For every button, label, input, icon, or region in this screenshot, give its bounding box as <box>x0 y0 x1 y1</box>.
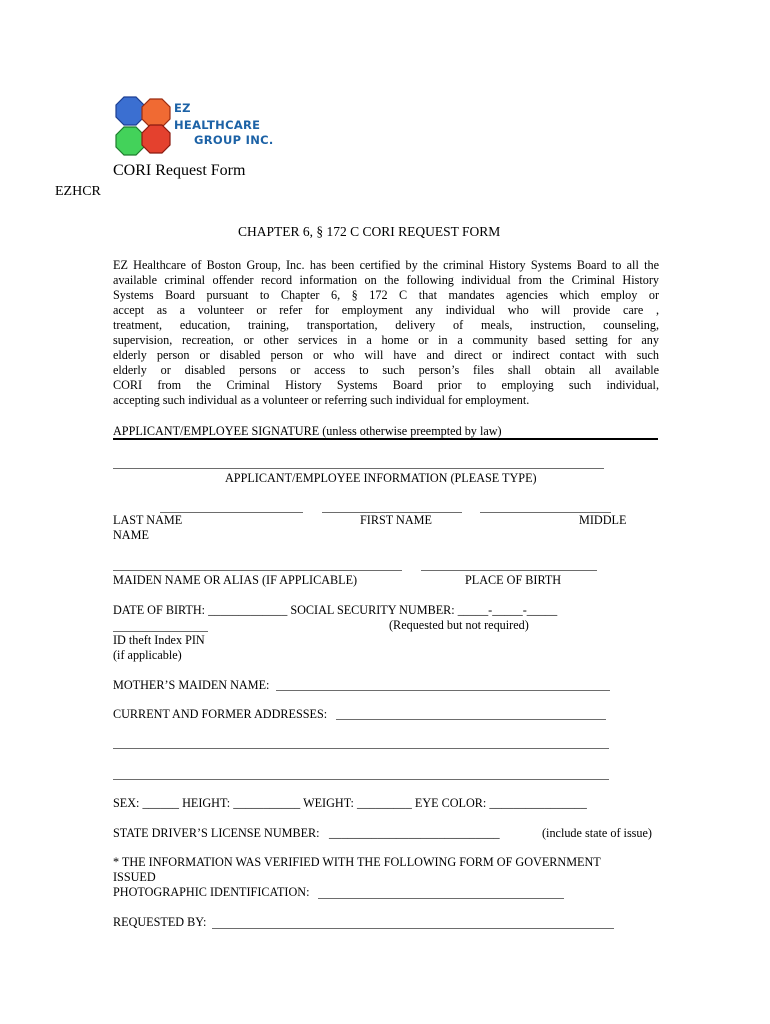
paragraph-line: accept as a volunteer or refer for employment any individual who will provide care , <box>113 303 659 317</box>
certification-paragraph <box>113 258 659 408</box>
id-pin-label: ID theft Index PIN <box>113 633 205 647</box>
signature-line[interactable] <box>113 438 658 440</box>
id-pin-note: (if applicable) <box>113 648 182 662</box>
requested-by-label: REQUESTED BY: <box>113 915 207 929</box>
dob-ssn-line[interactable]: DATE OF BIRTH: _____________ SOCIAL SECURITY NUMBER: _____-_____-_____ <box>113 603 558 617</box>
info-divider <box>113 468 604 469</box>
drivers-license-note: (include state of issue) <box>542 826 652 840</box>
info-heading: APPLICANT/EMPLOYEE INFORMATION (PLEASE TYPE) <box>225 471 537 485</box>
place-of-birth-label: PLACE OF BIRTH <box>465 573 562 587</box>
photo-id-field[interactable] <box>318 898 564 899</box>
logo-text-line2: HEALTHCARE <box>174 118 261 132</box>
first-name-label: FIRST NAME <box>360 513 432 527</box>
last-name-label: LAST NAME <box>113 513 183 527</box>
verification-note-cont: ISSUED <box>113 870 156 884</box>
paragraph-line: elderly person or disabled person or who will have and direct or indirect contact with such <box>113 348 659 362</box>
paragraph-line: available criminal offender record information on the following individual from the Criminal History <box>113 273 659 287</box>
logo-text-line1: EZ <box>174 101 191 115</box>
mothers-maiden-name-label: MOTHER’S MAIDEN NAME: <box>113 678 270 692</box>
id-pin-field[interactable] <box>113 631 208 632</box>
paragraph-line: CORI from the Criminal History Systems Board prior to employing such individual, <box>113 378 659 392</box>
maiden-name-label: MAIDEN NAME OR ALIAS (IF APPLICABLE) <box>113 573 358 587</box>
signature-label: APPLICANT/EMPLOYEE SIGNATURE (unless otherwise preempted by law) <box>113 424 502 438</box>
chapter-title: CHAPTER 6, § 172 C CORI REQUEST FORM <box>238 224 501 239</box>
form-code: EZHCR <box>55 184 101 199</box>
paragraph-line: Systems Board pursuant to Chapter 6, § 172 C that mandates agencies which employ or <box>113 288 659 302</box>
form-title: CORI Request Form <box>113 162 246 179</box>
name-label: NAME <box>113 528 149 542</box>
paragraph-line: EZ Healthcare of Boston Group, Inc. has been certified by the criminal History Systems Board to all the <box>113 258 659 272</box>
addresses-label: CURRENT AND FORMER ADDRESSES: <box>113 707 328 721</box>
drivers-license-label: STATE DRIVER’S LICENSE NUMBER: <box>113 826 320 840</box>
paragraph-line: elderly or disabled persons or access to such person’s files shall obtain all available <box>113 363 659 377</box>
place-of-birth-field[interactable] <box>421 570 597 571</box>
logo-text-line3: GROUP INC. <box>194 133 274 147</box>
paragraph-line: treatment, education, training, transportation, delivery of meals, instruction, counseling, <box>113 318 659 332</box>
physical-description-line[interactable]: SEX: ______ HEIGHT: ___________ WEIGHT: _________ EYE COLOR: ________________ <box>113 796 587 810</box>
verification-note: * THE INFORMATION WAS VERIFIED WITH THE FOLLOWING FORM OF GOVERNMENT <box>113 855 601 869</box>
mothers-maiden-name-field[interactable] <box>276 690 610 691</box>
drivers-license-field[interactable]: ____________________________ <box>329 826 500 840</box>
maiden-name-field[interactable] <box>113 570 402 571</box>
middle-name-label: MIDDLE <box>579 513 627 527</box>
paragraph-line: accepting such individual as a volunteer or referring such individual for employment. <box>113 393 530 407</box>
requested-by-field[interactable] <box>212 928 614 929</box>
photo-id-label: PHOTOGRAPHIC IDENTIFICATION: <box>113 885 310 899</box>
address-field-2[interactable] <box>113 748 609 749</box>
paragraph-line: supervision, recreation, or other services in a home or in a community based setting for any <box>113 333 659 347</box>
ssn-note: (Requested but not required) <box>389 618 529 632</box>
address-field-3[interactable] <box>113 779 609 780</box>
address-field-1[interactable] <box>336 719 606 720</box>
logo-octagons-icon <box>112 95 174 159</box>
company-logo <box>112 93 282 163</box>
